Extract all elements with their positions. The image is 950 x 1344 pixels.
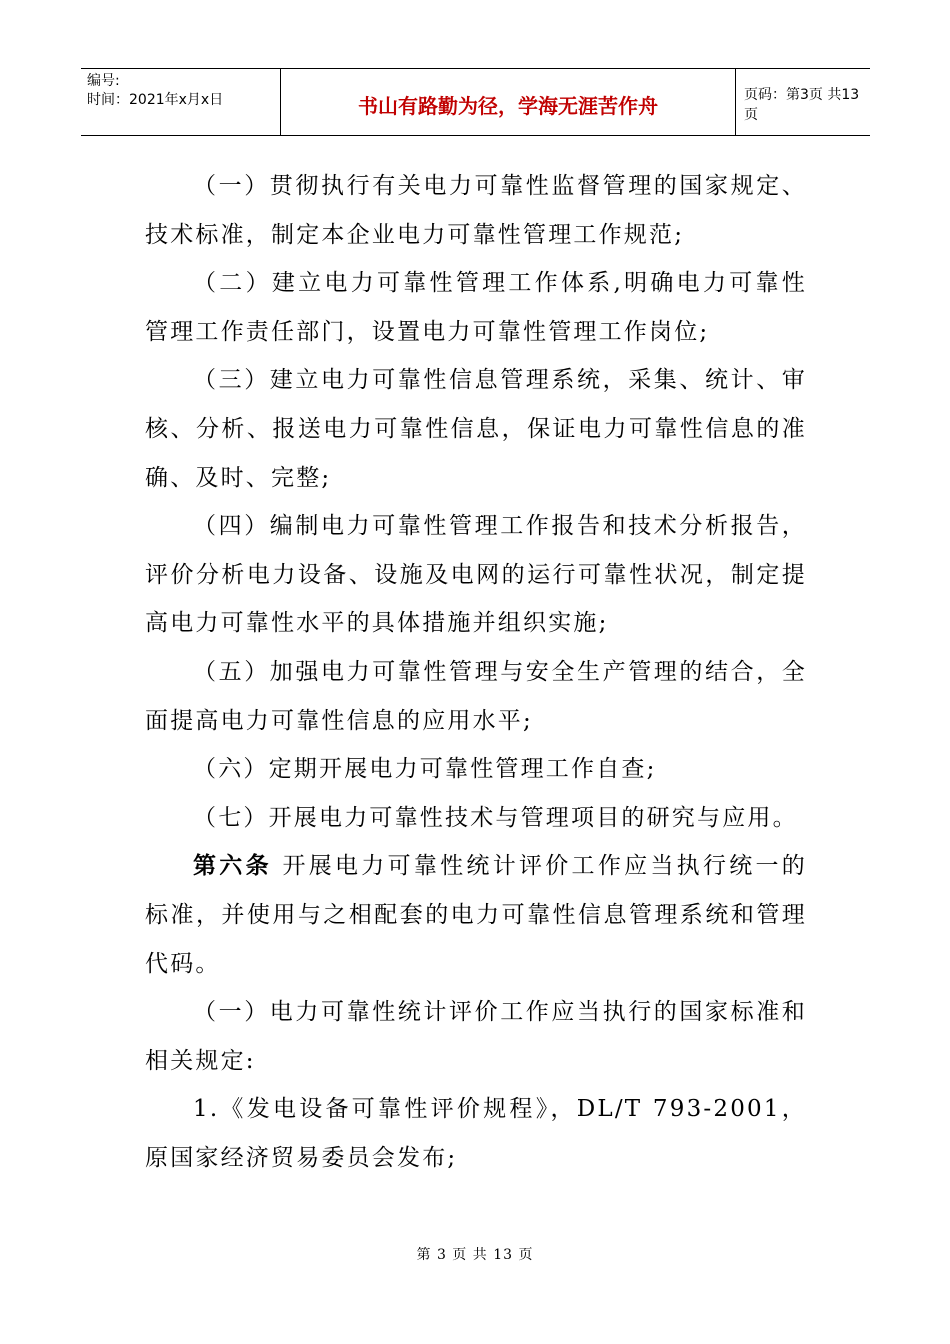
paragraph-text: （三）建立电力可靠性信息管理系统，采集、统计、审核、分析、报送电力可靠性信息，保证电力可靠性信息的准确、及时、完整; — [145, 367, 807, 491]
paragraph-text: （一）贯彻执行有关电力可靠性监督管理的国家规定、技术标准，制定本企业电力可靠性管理工作规范; — [145, 173, 807, 248]
header-motto: 书山有路勤为径，学海无涯苦作舟 — [281, 69, 736, 135]
header-page-number: 页码：第3页 共13页 — [744, 87, 860, 123]
document-date-label: 时间：2021年x月x日 — [87, 92, 224, 108]
header-meta — [81, 69, 281, 135]
paragraph — [145, 988, 807, 1085]
article-label: 第六条 — [193, 853, 272, 880]
paragraph — [145, 162, 807, 259]
paragraph — [145, 794, 807, 843]
paragraph-text: （七）开展电力可靠性技术与管理项目的研究与应用。 — [193, 804, 798, 831]
paragraph — [145, 745, 807, 794]
paragraph-text: 1.《发电设备可靠性评价规程》，DL/T 793-2001，原国家经济贸易委员会发布; — [145, 1096, 807, 1171]
document-body — [145, 162, 807, 1182]
article-paragraph — [145, 842, 807, 988]
paragraph-text: （四）编制电力可靠性管理工作报告和技术分析报告，评价分析电力设备、设施及电网的运行可靠性状况，制定提高电力可靠性水平的具体措施并组织实施; — [145, 513, 807, 637]
paragraph-text: （二）建立电力可靠性管理工作体系,明确电力可靠性管理工作责任部门，设置电力可靠性管理工作岗位; — [145, 270, 807, 345]
page-footer: 第 3 页 共 13 页 — [416, 1247, 534, 1263]
document-header — [81, 68, 870, 136]
paragraph-text: （六）定期开展电力可靠性管理工作自查; — [193, 756, 657, 783]
paragraph — [145, 502, 807, 648]
paragraph — [145, 356, 807, 502]
paragraph — [145, 648, 807, 745]
paragraph-text: （五）加强电力可靠性管理与安全生产管理的结合，全面提高电力可靠性信息的应用水平; — [145, 658, 807, 734]
paragraph-text: 开展电力可靠性统计评价工作应当执行统一的标准，并使用与之相配套的电力可靠性信息管理系统和管理代码。 — [145, 853, 808, 977]
paragraph — [145, 1085, 807, 1182]
paragraph — [145, 259, 807, 356]
paragraph-text: （一）电力可靠性统计评价工作应当执行的国家标准和相关规定: — [145, 999, 807, 1074]
document-number-label: 编号: — [87, 73, 120, 89]
